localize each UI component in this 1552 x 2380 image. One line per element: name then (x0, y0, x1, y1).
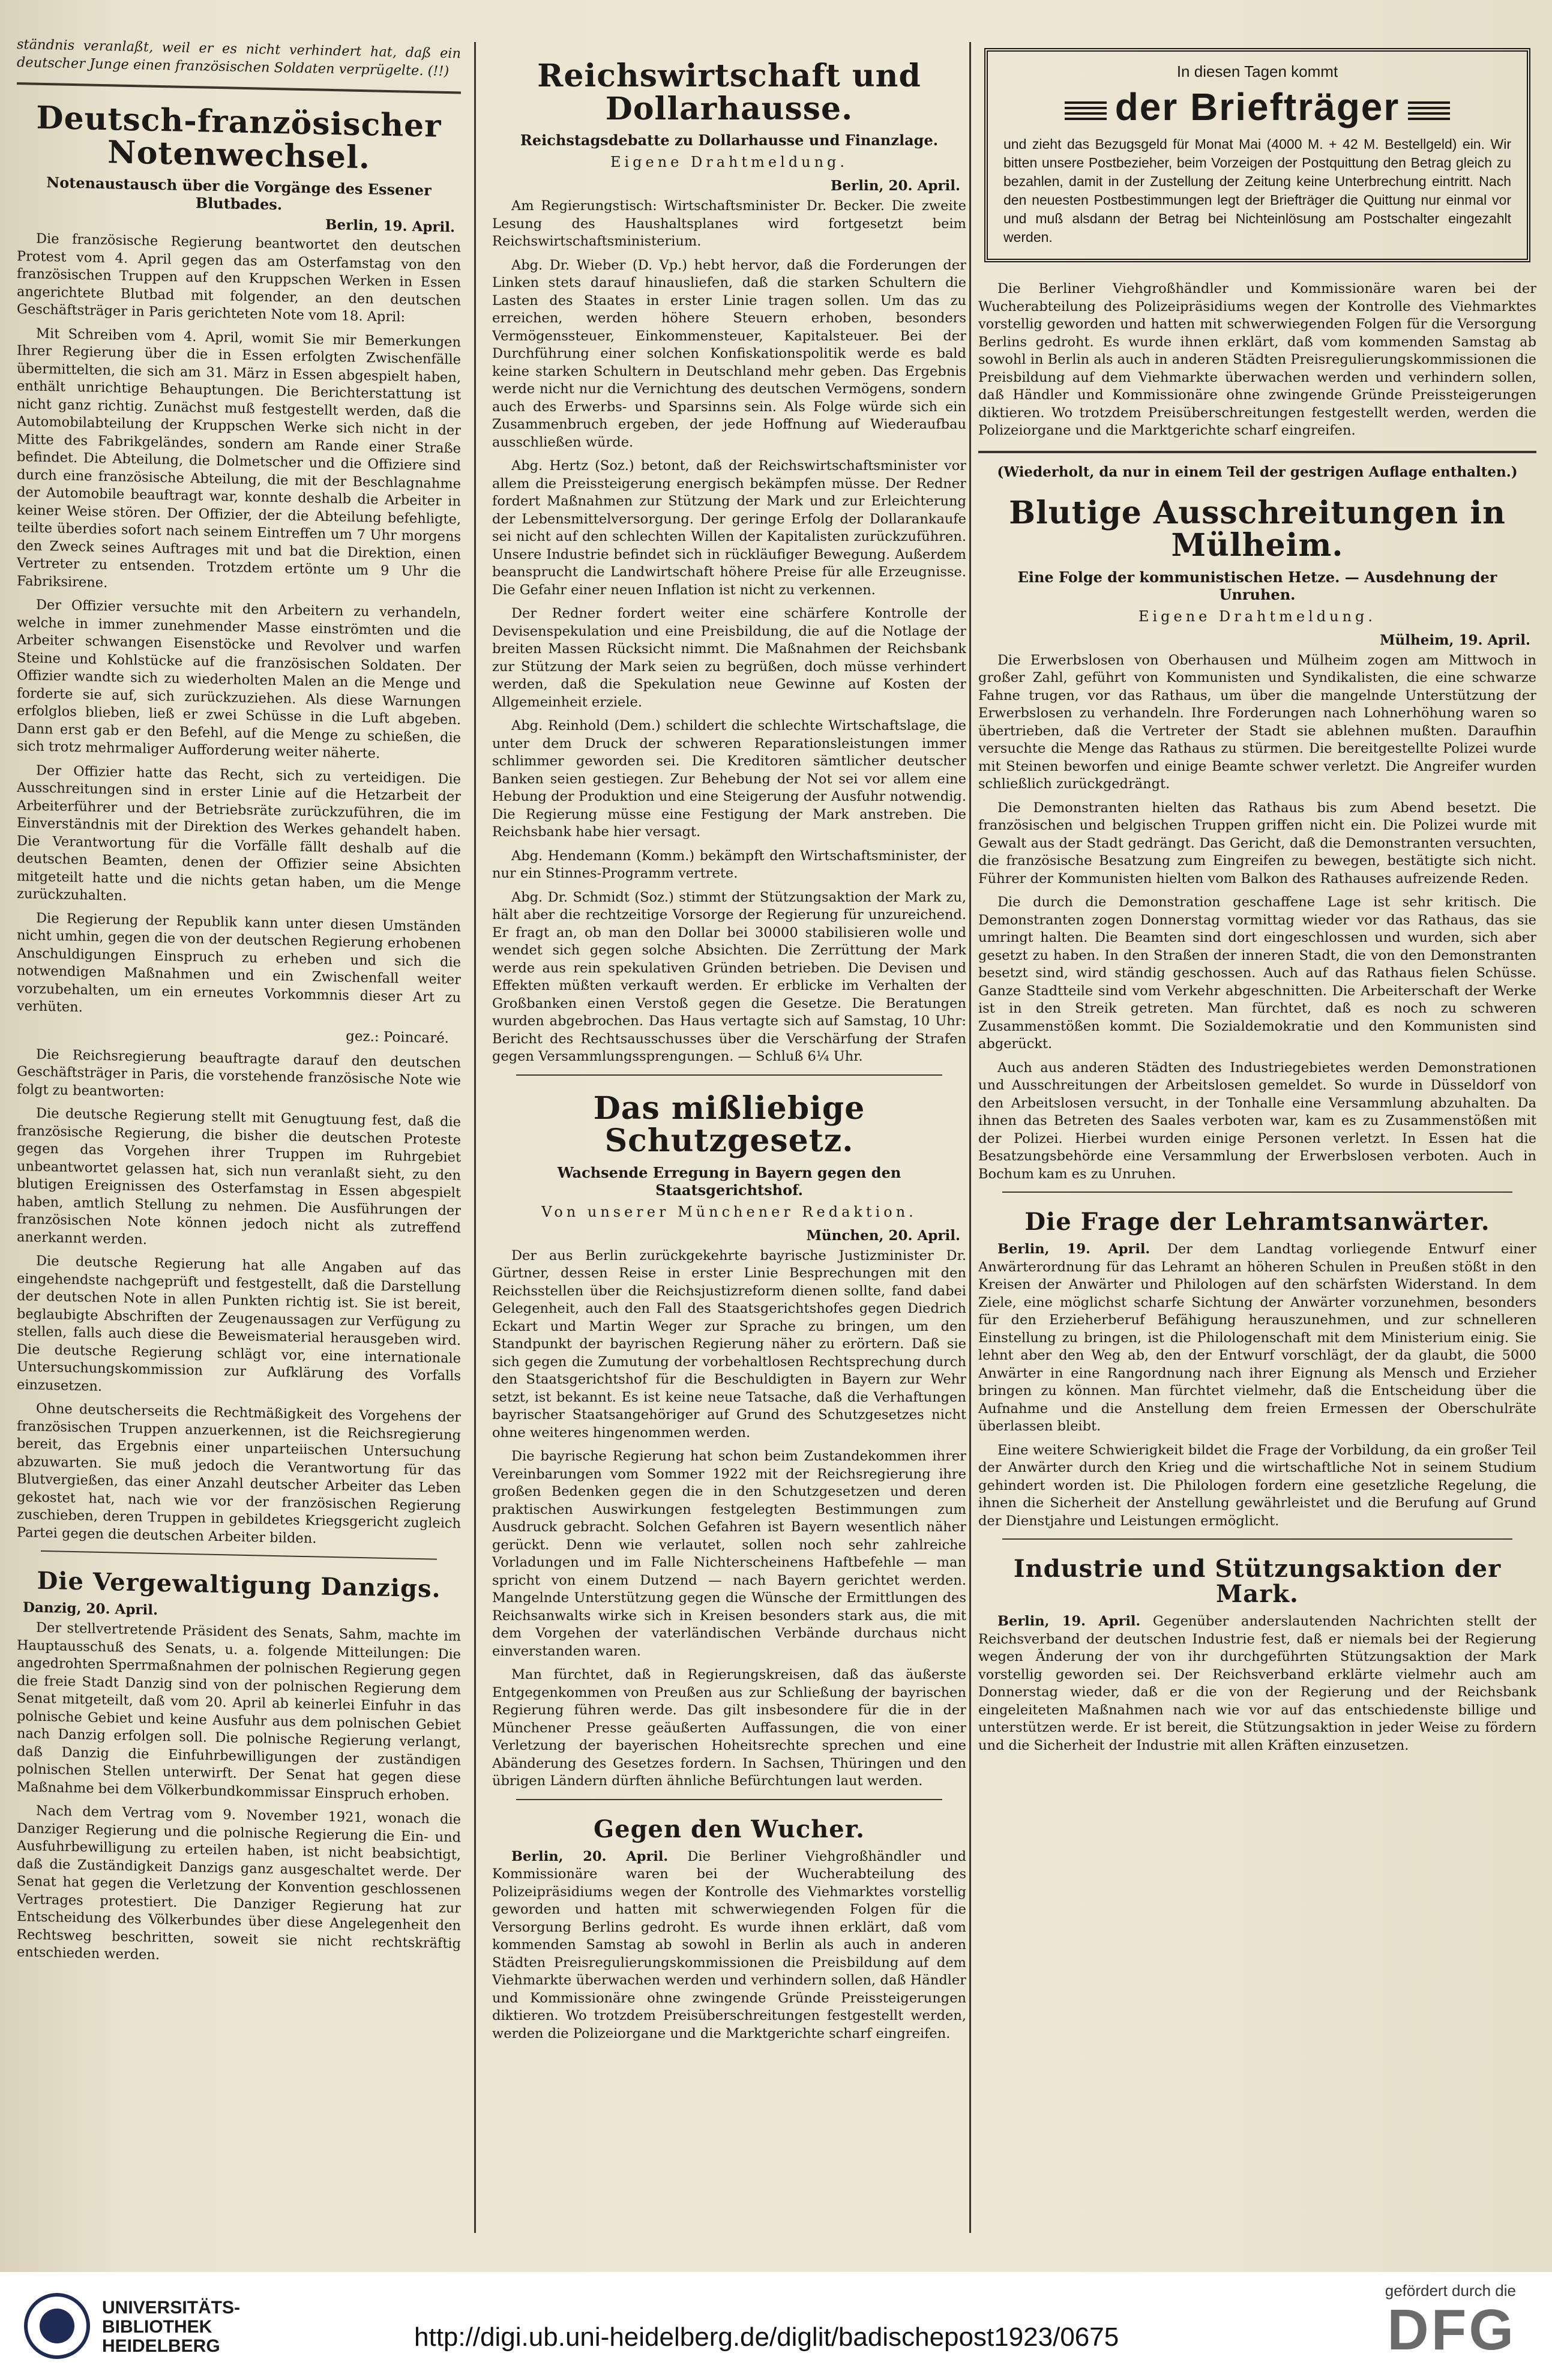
divider (978, 451, 1536, 453)
paragraph: Der Offizier hatte das Recht, sich zu verteidigen. Die Ausschreitungen sind in erster Linie auf die Hetzarbeit der Arbeiterführer und der Betriebsräte zurückzuführen, die im Einverständnis mit der Direktion des Werkes gehandelt haben. Die Verantwortung für die Vorfälle fällt deshalb auf die deutschen Beamten, denen der Offizier seine Absichten mitgeteilt hatte und die nichts getan haben, um die Menge zurückzuhalten. (17, 762, 461, 905)
paragraph: Der Offizier versuchte mit den Arbeitern zu verhandeln, welche in immer zunehmender Masse einströmten und die Arbeiter schwangen Eisenstöcke und Revolver und warfen Steine und Kohlstücke auf die französischen Soldaten. Der Offizier wandte sich zu wiederholten Malen an die Menge und forderte sie auf, sich zurückzuziehen. Als diese Warnungen erfolglos blieben, ließ er zwei Schüsse in die Luft abgeben. Dann erst gab er den Befehl, auf die Menge zu schießen, die sich trotz mehrmaliger Aufforderung weiter näherte. (17, 597, 461, 762)
ornament-icon (1408, 100, 1450, 120)
headline: Gegen den Wucher. (593, 1815, 865, 1843)
paragraph: Die Demonstranten hielten das Rathaus bis zum Abend besetzt. Die französischen und belgischen Truppen griffen nicht ein. Die Polizei wurde mit Gewalt aus der Stadt gedrängt. Das Gericht, daß die Demonstranten versuchten, die französische Besatzung zum Eingreifen zu bewegen, bestätigte sich nicht. Führer der Kommunisten hielten vom Balkon des Rathauses aufreizende Reden. (978, 800, 1536, 887)
notice-title: der Briefträger (1003, 85, 1511, 129)
paragraph: Abg. Reinhold (Dem.) schildert die schlechte Wirtschaftslage, die unter dem Druck der schweren Reparationsleistungen immer schlimmer geworden sei. Die Kreditoren sämtlicher deutscher Banken seien gestiegen. Zur Behebung der Not sei vor allem eine Hebung der Produktion und eine Steigerung der Ausfuhr notwendig. Die Regierung müsse eine Festigung der Mark anstreben. Die Reichsbank habe hier versagt. (492, 718, 966, 840)
paragraph: Abg. Dr. Schmidt (Soz.) stimmt der Stützungsaktion der Mark zu, hält aber die rechtzeitige Vorsorge der Regierung für unzureichend. Er fragt an, ob man den Dollar bei 30000 stabilisieren wolle und wendet sich gegen solche Absichten. Die Zerrüttung der Mark werde aus rein spekulativen Gründen betrieben. Die Devisen und Effekten müßten verkauft werden. Er erblicke im Verhalten der Großbanken einen Verstoß gegen die Gesetze. Die Beratungen wurden abgebrochen. Das Haus vertagte sich auf Samstag, 10 Uhr: Bericht des Rechtsausschusses über die Verschärfung der Strafen gegen Versammlungssprengungen. — Schluß 6¼ Uhr. (492, 889, 966, 1065)
place-date: München, 20. April. (806, 1227, 960, 1244)
logo-text: UNIVERSITÄTS- BIBLIOTHEK HEIDELBERG (102, 2298, 241, 2356)
divider (17, 82, 461, 94)
headline: Industrie und Stützungsaktion der Mark. (1013, 1555, 1502, 1609)
column-rule (969, 42, 971, 2233)
notice-text: und zieht das Bezugsgeld für Monat Mai (4000 M. + 42 M. Bestellgeld) ein. Wir bitten unsere Postbezieher, beim Vorzeigen der Postquittung den Betrag gleich zu bezahlen, damit in der Zustellung der Zeitung keine Unterbrechung eintritt. Nach den neuesten Postbestimmungen legt der Briefträger die Quittung nur einmal vor und muß alsdann der Betrag bei Nichteinlösung am Postschalter eingezahlt werden. (1003, 136, 1511, 245)
place-date: Danzig, 20. April. (23, 1599, 158, 1619)
repeat-note: (Wiederholt, da nur in einem Teil der gestrigen Auflage enthalten.) (997, 463, 1518, 480)
subheadline: Wachsende Erregung in Bayern gegen den Staatsgerichtshof. (557, 1163, 901, 1199)
paragraph: Die bayrische Regierung hat schon beim Zustandekommen ihrer Vereinbarungen vom Sommer 1922 mit der Reichsregierung ihre großen Bedenken gegen die in den Schutzgesetzen und deren praktischen Auswirkungen festgelegten Bestimmungen zum Ausdruck gebracht. Solchen Gefahren ist Bayern wesentlich näher gerückt. Denn wie verlautet, sollen noch sehr zahlreiche Vorladungen und im Falle Nichterscheinens Haftbefehle — man spricht von einem Dutzend — nach Bayern gerichtet werden. Mangelnde Unterstützung gegen die Wünsche der Ermittlungen des Reichsanwalts wirke sich in Kreisen besonders stark aus, die mit dem Vorgehen der vaterländischen Verbände durchaus nicht einverstanden waren. (492, 1448, 966, 1659)
paragraph-text: Gegenüber anderslautenden Nachrichten stellt der Reichsverband der deutschen Industrie fest, daß er niemals bei der Regierung wegen Änderung der von ihr durchgeführten Stützungsaktion der Mark vorstellig geworden sei. Der Reichsverband erklärte vielmehr auch am Donnerstag wieder, daß er die von der Regierung und der Reichsbank eingeleiteten Maßnahmen nach wie vor auf das entschiedenste billige und unterstützen werde. Er ist bereit, die Stützungsaktion in jeder Weise zu fördern und die Sicherheit der Industrie mit allen Kräften einzusetzen. (978, 1613, 1536, 1753)
paragraph: Die durch die Demonstration geschaffene Lage ist sehr kritisch. Die Demonstranten zogen Donnerstag vormittag wieder vor das Rathaus, das sie umringt halten. Die Beamten sind dort eingeschlossen und wurden, sich aber gesetzt zu haben. In den Straßen der inneren Stadt, die von den Demonstranten besetzt sind, wird ständig geschossen. Auch auf das Rathaus fielen Schüsse. Ganze Stadtteile sind vom Verkehr abgeschnitten. Die Arbeiterschaft der Werke ist in den Streik getreten. Man fürchtet, daß es noch zu schweren Zusammenstößen kommt. Die Sozialdemokratie und den Kommunisten sind abgerückt. (978, 894, 1536, 1052)
paragraph-text: Der dem Landtag vorliegende Entwurf einer Anwärterordnung für das Lehramt an höheren Schulen in Preußen stößt in den Kreisen der Anwärter und Philologen auf den schärfsten Widerstand. In dem Ziele, eine möglichst scharfe Sichtung der Anwärter vorzunehmen, besonders für den Erzieherberuf Befähigung herauszunehmen, und zur schnelleren Einstellung zu bringen, ist die Philologenschaft mit dem Ministerium einig. Sie lehnt aber den Weg ab, den der Entwurf vorschlägt, der da glaubt, die 5000 Anwärter in eine Rangordnung nach ihrer Eignung als Mensch und Erzieher bringen zu können. Man fürchtet vielmehr, daß die Entscheidung über die Aufnahme und die Anstellung dem freien Ermessen der Oberschulräte überlassen bleibt. (978, 1241, 1536, 1435)
paragraph: Nach dem Vertrag vom 9. November 1921, wonach die Danziger Regierung und die polnische Regierung die Ein- und Ausfuhrbewilligung zu erteilen haben, ist nicht beabsichtigt, daß die Zuständigkeit Danzigs ganz ausgeschaltet werde. Der Senat hat gegen die Verletzung der Konvention geschlossenen Vertrages protestiert. Die Danziger Regierung hat zur Entscheidung des Völkerbundes über diese Angelegenheit den Rechtsweg beschritten, soweit sie nicht rechtskräftig entschieden werden. (17, 1803, 461, 1963)
paragraph: Am Regierungstisch: Wirtschaftsminister Dr. Becker. Die zweite Lesung des Haushaltsplanes wird fortgesetzt beim Reichswirtschaftsministerium. (492, 198, 966, 250)
paragraph: Die Reichsregierung beauftragte darauf den deutschen Geschäftsträger in Paris, die vorstehende französische Note wie folgt zu beantworten: (17, 1046, 461, 1100)
headline: Deutsch-französischer Notenwechsel. (36, 99, 442, 176)
university-library-logo[interactable] (24, 2290, 252, 2362)
place-date: Berlin, 20. April. (831, 178, 960, 194)
column-rule (474, 42, 476, 2233)
divider (41, 1550, 437, 1560)
paragraph: Mit Schreiben vom 4. April, womit Sie mir Bemerkungen Ihrer Regierung über die in Essen erfolgten Zwischenfälle übermittelten, die sich am 31. März in Essen abgespielt haben, enthält unrichtige Behauptungen. Die Berichterstattung ist nicht ganz richtig. Zunächst muß festgestellt werden, daß die Automobilabteilung der Kruppschen Werke sich nicht in der Mitte des Fabrikgeländes, sondern am Rande einer Straße befindet. Die Abteilung, die Dolmetscher und die Offiziere sind durch eine französische Abteilung, die mit der Beschlagnahme der Automobile beauftragt war, konnte deshalb die Arbeiter in keiner Weise stören. Der Offizier, der die Abteilung befehligte, teilte überdies sofort nach seinem Eintreffen um 7 Uhr morgens den Zweck seines Auftrages mit und bat die Direktion, einen Vertreter zu entsenden. Trotzdem ertönte um 9 Uhr die Fabriksirene. (17, 325, 461, 591)
paragraph: Der aus Berlin zurückgekehrte bayrische Justizminister Dr. Gürtner, dessen Reise in erster Linie Besprechungen mit den Reichsstellen über die Reichsjustizreform dienen sollte, fand dabei Gelegenheit, auch den Fall des Staatsgerichtshofes gegen Diedrich Eckart und Martin Weger zur Sprache zu bringen, um den Standpunkt der bayrischen Regierung näher zu erörtern. Daß sie sich gegen die Zumutung der vorbehaltlosen Rechtsprechung durch den Staatsgerichtshof für die Beschuldigten in Bayern zur Wehr setzt, ist bekannt. Es ist keine neue Tatsache, daß die Verhaftungen bayrischer Staatsangehöriger auf Grund des Schutzgesetzes nicht ohne weiteres hingenommen werden. (492, 1247, 966, 1441)
divider (1002, 1192, 1512, 1193)
paragraph: Auch aus anderen Städten des Industriegebietes werden Demonstrationen und Ausschreitungen der Arbeitslosen gemeldet. So wurde in Düsseldorf von den Arbeitslosen versucht, in der Tonhalle eine Versammlung abzuhalten. Da ihnen das Betreten des Saales verboten war, kam es zu Zusammenstößen mit der Polizei. Hierbei wurden einige Personen verletzt. In Essen hat die Besatzungsbehörde eine Versammlung der Erwerbslosen verboten. Auch in Bochum kam es zu Unruhen. (978, 1059, 1536, 1182)
paragraph (492, 1848, 966, 2043)
headline: Blutige Ausschreitungen in Mülheim. (1009, 494, 1506, 564)
divider (516, 1074, 942, 1076)
headline: Die Frage der Lehramtsanwärter. (1024, 1208, 1490, 1237)
paragraph: Die Regierung der Republik kann unter diesen Umständen nicht umhin, gegen die von der deutschen Regierung erhobenen Anschuldigungen Einspruch zu erheben und sich die notwendigen Maßnahmen und ein Zwischenfall weiter vorzubehalten, um ein erneutes Vorkommnis dieser Art zu verhüten. (17, 910, 461, 1016)
paragraph-text: Die Berliner Viehgroßhändler und Kommissionäre waren bei der Wucherabteilung des Polizeipräsidiums wegen der Kontrolle des Viehmarktes vorstellig geworden und hatten mit schwerwiegenden Folgen für die Versorgung Berlins gedroht. Es wurde ihnen erklärt, daß vom kommenden Samstag ab sowohl in Berlin als auch in anderen Städten Preisregulierungskommissionen die Preisbildung auf dem Viehmarkte überwachen werden und verhindern sollen, daß Händler und Kommissionäre ohne zwingende Gründe Preissteigerungen diktieren. Wo trotzdem Preisüberschreitungen festgestellt werden, werden die Polizeiorgane und die Marktgerichte scharf eingreifen. (492, 1848, 966, 2041)
signature: gez.: Poincaré. (346, 1028, 449, 1046)
paragraph: Abg. Hertz (Soz.) betont, daß der Reichswirtschaftsminister vor allem die Preissteigerung energisch bekämpfen müsse. Der Redner fordert Maßnahmen zur Stützung der Mark und zur Erleichterung der Lebensmittelversorgung. Der geringe Erfolg der Dollarankaufe sei nicht auf den schlechten Willen der Kapitalisten zurückzuführen. Unsere Industrie befindet sich in rückläufiger Bewegung. Außerdem beansprucht die Landwirtschaft höhere Preise für alle Erzeugnisse. Die Gefahr einer neuen Inflation ist nicht zu verkennen. (492, 458, 966, 598)
place-date: Berlin, 19. April. (325, 216, 455, 236)
column-middle (492, 36, 966, 2257)
paragraph: Die Berliner Viehgroßhändler und Kommissionäre waren bei der Wucherabteilung des Polizeipräsidiums wegen der Kontrolle des Viehmarktes vorstellig geworden und hatten mit schwerwiegenden Folgen für die Versorgung Berlins gedroht. Es wurde ihnen erklärt, daß vom kommenden Samstag ab sowohl in Berlin als auch in anderen Städten Preisregulierungskommissionen die Preisbildung auf dem Viehmarkte überwachen werden und verhindern sollen, daß Händler und Kommissionäre ohne zwingende Gründe Preissteigerungen diktieren. Wo trotzdem Preisüberschreitungen festgestellt werden, werden die Polizeiorgane und die Marktgerichte scharf eingreifen. (978, 281, 1536, 438)
paragraph: Der Redner fordert weiter eine schärfere Kontrolle der Devisenspekulation und eine Preisbildung, die auf die Notlage der breiten Massen Rücksicht nimmt. Die Maßnahmen der Reichsbank zur Stützung der Mark seien zu begrüßen, doch müsse verhindert werden, daß die Spekulation neue Gewinne auf Kosten der Allgemeinheit erziele. (492, 606, 966, 710)
paragraph: Die französische Regierung beantwortet den deutschen Protest vom 4. April gegen das am Osterfamstag von den französischen Truppen auf den Kruppschen Werken in Essen angerichtete Blutbad mit folgender, an den deutschen Geschäftsträger in Paris gerichteten Note vom 18. April: (17, 230, 461, 325)
notice-intro: In diesen Tagen kommt (1176, 62, 1338, 80)
paragraph: Die deutsche Regierung stellt mit Genugtuung fest, daß die französische Regierung, die bisher die deutschen Proteste gegen das Vorgehen ihrer Truppen im Ruhrgebiet unbeantwortet gelassen hat, sich nun veranlaßt sieht, zu den blutigen Ereignissen des Osterfamstag in Essen abgespielt haben, amtlich Stellung zu nehmen. Die Ausführungen der französischen Note können jedoch nicht als zutreffend anerkannt werden. (17, 1105, 461, 1248)
paragraph: Die Erwerbslosen von Oberhausen und Mülheim zogen am Mittwoch in großer Zahl, geführt von Kommunisten und Syndikalisten, die eine schwarze Fahne trugen, vor das Rathaus, um über die mangelnde Unterstützung der Erwerbslosen zu verhandeln. Ihre Forderungen nach Lohnerhöhung waren so übertrieben, daß die Vertreter der Stadt sie ablehnen mußten. Daraufhin versuchte die Menge das Rathaus zu stürmen. Die bereitgestellte Polizei wurde mit Steinen beworfen und einige Beamte schwer verletzt. Die Angreifer wurden schließlich zurückgedrängt. (978, 652, 1536, 792)
paragraph: Eine weitere Schwierigkeit bildet die Frage der Vorbildung, da ein großer Teil der Anwärter durch den Krieg und die wirtschaftliche Not in seinem Studium gehindert worden ist. Die Philologen fordern eine gesetzliche Regelung, die ihnen die Sicherheit der Anstellung gewährleistet und die Berufung auf Grund der Dienstjahre und Leistungen ermöglicht. (978, 1442, 1536, 1529)
headline: Die Vergewaltigung Danzigs. (37, 1566, 441, 1603)
paragraph: Abg. Hendemann (Komm.) bekämpft den Wirtschaftsminister, der nur ein Stinnes-Programm vertrete. (492, 848, 966, 882)
funded-by-label: gefördert durch die (1385, 2282, 1516, 2300)
paragraph: Ohne deutscherseits die Rechtmäßigkeit des Vorgehens der französischen Truppen anzuerkennen, ist die Reichsregierung bereit, das Ergebnis einer unparteiischen Untersuchung abzuwarten. Sie muß jedoch die Verantwortung für das Blutvergießen, das einer Anzahl deutscher Arbeiter das Leben gekostet hat, nach wie vor der französischen Regierung zuschieben, deren Truppen in gebildetes Kriegsgericht zugleich Partei gegen die deutschen Arbeiter bilden. (17, 1400, 461, 1547)
dfg-mark: DFG (1387, 2298, 1516, 2362)
footer-bar (0, 2272, 1552, 2380)
column-left (17, 36, 461, 2261)
divider (516, 1799, 942, 1800)
dateline: Von unserer Münchener Redaktion. (541, 1203, 917, 1220)
column-right (978, 36, 1536, 2257)
ornament-icon (1065, 100, 1107, 120)
seal-icon (24, 2293, 90, 2359)
place-date: Berlin, 19. April. (997, 1613, 1141, 1630)
paragraph (978, 1241, 1536, 1436)
permalink[interactable]: http://digi.ub.uni-heidelberg.de/diglit/badischepost1923/0675 (414, 2322, 1119, 2352)
place-date: Berlin, 20. April. (511, 1848, 669, 1864)
dfg-logo[interactable] (1342, 2282, 1516, 2360)
dateline: Eigene Drahtmeldung. (610, 154, 849, 171)
subheadline: Eine Folge der kommunistischen Hetze. — Ausdehnung der Unruhen. (1017, 568, 1497, 603)
place-date: Berlin, 19. April. (997, 1241, 1150, 1258)
dateline: Eigene Drahtmeldung. (1138, 607, 1377, 625)
headline: Das mißliebige Schutzgesetz. (593, 1089, 865, 1160)
paragraph: Abg. Dr. Wieber (D. Vp.) hebt hervor, daß die Forderungen der Linken stets darauf hinausliefen, daß die starken Schultern die Lasten des Staates in erster Linie tragen sollen. Um das zu erreichen, werden höhere Steuern erhoben, besonders Vermögenssteuer, Einkommensteuer, Kapitalsteuer. Bei der Durchführung einer solchen Konfiskationspolitik werde es bald keine starken Schultern in Deutschland mehr geben. Das Ergebnis werde nicht nur die Vernichtung des deutschen Vermögens, sondern auch des Erwerbs- und Sparsinns sein. Als Folge würde sich ein Zusammenbruch ergeben, der jede Hoffnung auf Wiederaufbau ausschließen würde. (492, 257, 966, 450)
paragraph: Der stellvertretende Präsident des Senats, Sahm, machte im Hauptausschuß des Senats, u. a. folgende Mitteilungen: Die angedrohten Sperrmaßnahmen der polnischen Regierung gegen die freie Stadt Danzig sind von der polnischen Regierung dem Senat mitgeteilt, daß vom 20. April ab keinerlei Einfuhr in das polnische Gebiet und keine Ausfuhr aus dem polnischen Gebiet nach Danzig erfolgen soll. Die polnische Regierung verlangt, daß Danzig die Einfuhrbewilligungen der zuständigen polnischen Stellen unterwirft. Der Senat hat gegen diese Maßnahme bei dem Völkerbundkommissar Einspruch erhoben. (17, 1619, 461, 1804)
paragraph (978, 1613, 1536, 1755)
subheadline: Notenaustausch über die Vorgänge des Essener Blutbades. (46, 173, 432, 214)
subscription-notice (984, 48, 1530, 262)
top-fragment: ständnis veranlaßt, weil er es nicht verhindert hat, daß ein deutscher Junge einen französischen Soldaten verprügelte. (!!) (17, 37, 461, 79)
paragraph: Man fürchtet, daß in Regierungskreisen, daß das äußerste Entgegenkommen von Preußen aus zur Schließung der bayrischen Regierung führen werde. Das gilt insbesondere für die in der Münchener Presse geäußerten Auffassungen, die von einer Verletzung der bayerischen Hoheitsrechte sprechen und eine Abänderung des Gesetzes fordern. In Sachsen, Thüringen und den übrigen Ländern dürften ähnliche Befürchtungen laut werden. (492, 1667, 966, 1789)
place-date: Mülheim, 19. April. (1380, 631, 1530, 648)
subheadline: Reichstagsdebatte zu Dollarhausse und Finanzlage. (520, 131, 939, 149)
headline: Reichswirtschaft und Dollarhausse. (537, 58, 921, 127)
divider (1002, 1538, 1512, 1540)
paragraph: Die deutsche Regierung hat alle Angaben auf das eingehendste nachgeprüft und festgestellt, daß die Darstellung der deutschen Note in allen Punkten richtig ist. Sie ist bereit, beglaubigte Abschriften der Zeugenaussagen zur Verfügung zu stellen, falls auch diese die Beweismaterial herausgeben wird. Die deutsche Regierung schlägt vor, eine internationale Untersuchungskommission zur Aufklärung des Vorfalls einzusetzen. (17, 1253, 461, 1394)
